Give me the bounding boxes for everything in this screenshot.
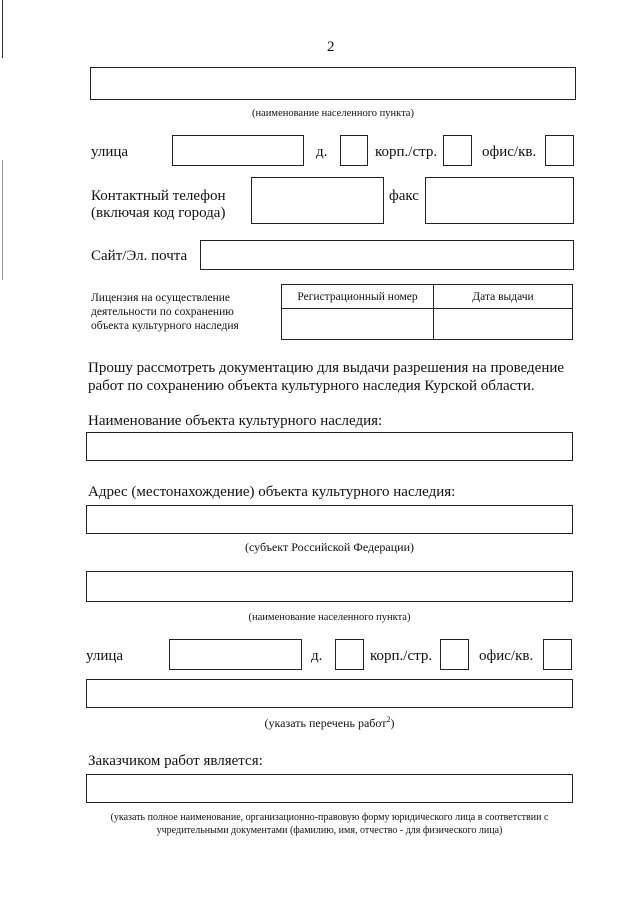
license-label-line1: Лицензия на осуществление: [91, 292, 231, 304]
site-label: Сайт/Эл. почта: [91, 248, 188, 264]
works-caption-end: ): [390, 716, 395, 730]
object-subject-caption: (субъект Российской Федерации): [244, 540, 415, 554]
top-street-field[interactable]: [172, 135, 304, 166]
object-street-field[interactable]: [169, 639, 302, 670]
works-list-field[interactable]: [86, 679, 573, 708]
object-building-field[interactable]: [440, 639, 469, 670]
customer-label: Заказчиком работ является:: [88, 753, 263, 769]
phone-label-line1: Контактный телефон: [91, 188, 226, 204]
fax-field[interactable]: [425, 177, 574, 224]
top-street-label: улица: [91, 144, 129, 160]
top-office-field[interactable]: [545, 135, 574, 166]
top-locality-caption: (наименование населенного пункта): [252, 108, 414, 119]
customer-caption-line1: (указать полное наименование, организационно-правовую форму юридического лица в соответствии с: [110, 812, 549, 823]
object-office-field[interactable]: [543, 639, 572, 670]
object-address-label: Адрес (местонахождение) объекта культурного наследия:: [88, 484, 456, 500]
phone-field[interactable]: [251, 177, 384, 224]
object-name-label: Наименование объекта культурного наследия:: [88, 413, 383, 429]
request-text-line2: работ по сохранению объекта культурного наследия Курской области.: [88, 378, 535, 394]
customer-caption-line2: учредительными документами (фамилию, имя, отчество - для физического лица): [156, 825, 503, 836]
phone-label-line2: (включая код города): [91, 205, 226, 221]
works-caption: [86, 715, 573, 731]
object-house-field[interactable]: [335, 639, 364, 670]
top-locality-field[interactable]: [90, 67, 576, 100]
license-label-line2: деятельности по сохранению: [91, 306, 234, 318]
page-number: 2: [327, 39, 335, 55]
works-caption-text: (указать перечень работ: [264, 716, 387, 730]
license-issue-date-cell[interactable]: [434, 309, 573, 340]
license-table: [281, 284, 573, 340]
top-building-field[interactable]: [443, 135, 472, 166]
object-street-label: улица: [86, 648, 124, 664]
object-subject-field[interactable]: [86, 505, 573, 534]
top-house-label: д.: [316, 144, 328, 160]
customer-field[interactable]: [86, 774, 573, 803]
top-building-label: корп./стр.: [375, 144, 438, 160]
object-building-label: корп./стр.: [370, 648, 433, 664]
object-office-label: офис/кв.: [479, 648, 534, 664]
object-locality-field[interactable]: [86, 571, 573, 602]
license-col-reg-number: Регистрационный номер: [282, 285, 434, 309]
top-house-field[interactable]: [340, 135, 368, 166]
request-text-line1: Прошу рассмотреть документацию для выдачи разрешения на проведение: [88, 360, 565, 376]
object-house-label: д.: [311, 648, 323, 664]
object-name-field[interactable]: [86, 432, 573, 461]
top-office-label: офис/кв.: [482, 144, 537, 160]
object-locality-caption: (наименование населенного пункта): [248, 612, 411, 623]
license-col-issue-date: Дата выдачи: [434, 285, 573, 309]
site-field[interactable]: [200, 240, 574, 270]
license-label-line3: объекта культурного наследия: [91, 320, 239, 332]
margin-scan-mark: [2, 0, 3, 58]
license-reg-number-cell[interactable]: [282, 309, 434, 340]
works-footnote: 2: [386, 715, 391, 724]
fax-label: факс: [389, 188, 419, 204]
margin-scan-mark: [2, 160, 3, 280]
